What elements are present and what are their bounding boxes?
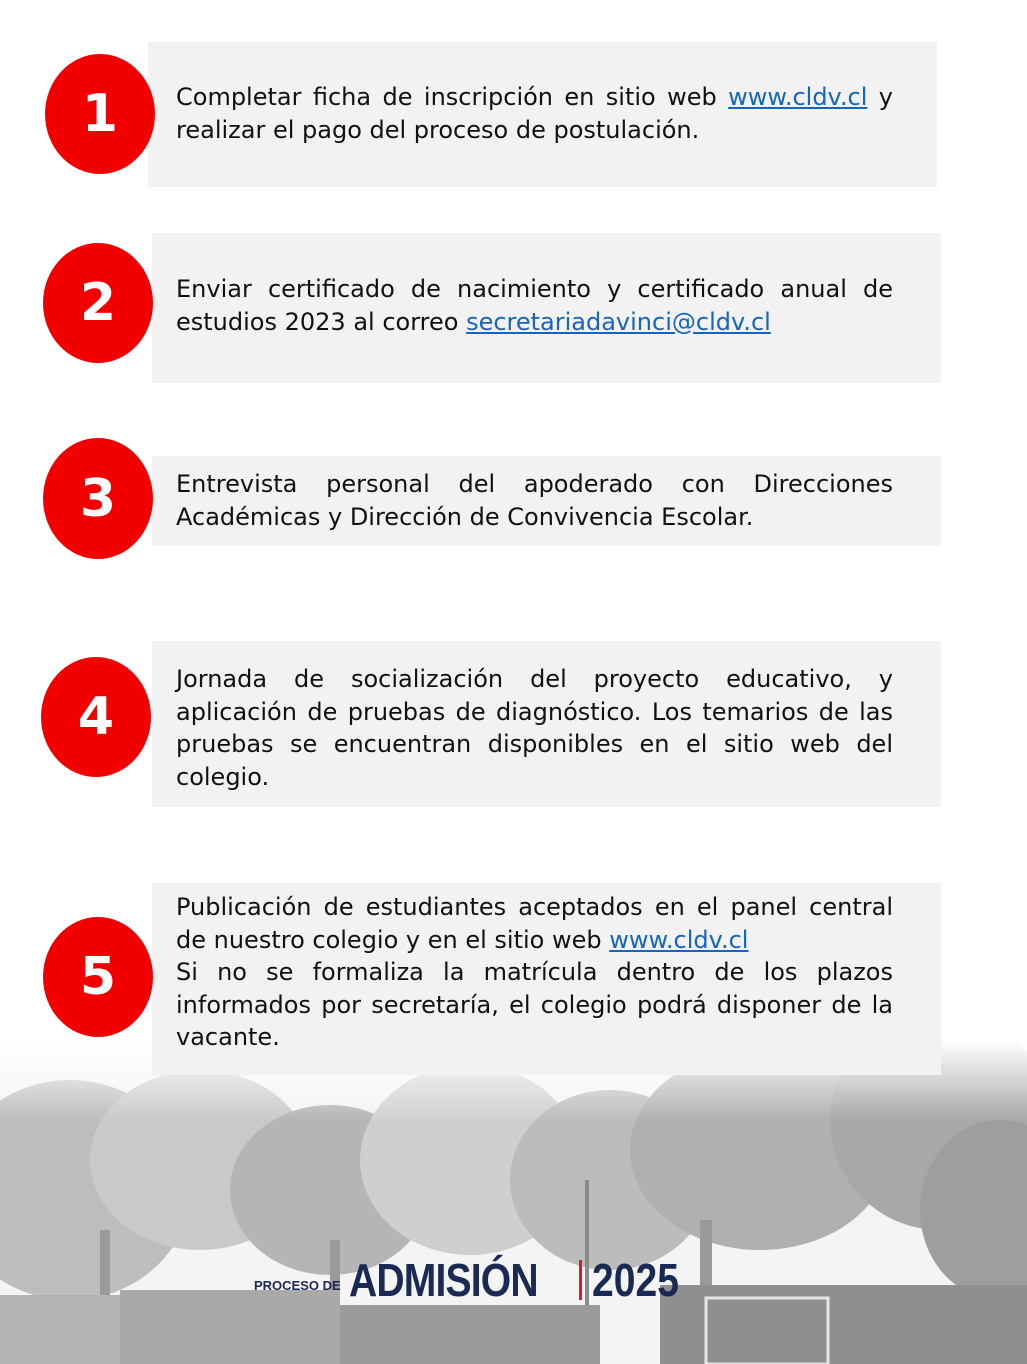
logo-divider <box>579 1260 582 1300</box>
step-3-number: 3 <box>43 438 153 559</box>
logo-year: 2025 <box>591 1254 679 1306</box>
logo-title: ADMISIÓN <box>348 1254 538 1306</box>
step-1-text <box>176 81 893 146</box>
step-5-text-before: Publicación de estudiantes aceptados en el panel central de nuestro colegio y en el sitio web <box>176 893 893 954</box>
step-5-number: 5 <box>43 917 153 1037</box>
step-2-email-link[interactable]: secretariadavinci@cldv.cl <box>466 307 771 336</box>
step-1-text-after: y realizar el pago del proceso de postulación. <box>176 83 893 144</box>
logo-prefix: PROCESO DE <box>254 1277 341 1293</box>
step-5-extra-text: Si no se formaliza la matrícula dentro de los plazos informados por secretaría, el colegio podrá disponer de la vacante. <box>176 958 893 1051</box>
school-yard-background-image <box>0 1040 1027 1364</box>
step-5-text <box>176 891 893 1054</box>
step-1-text-before: Completar ficha de inscripción en sitio web <box>176 83 729 111</box>
step-1-number: 1 <box>45 54 155 174</box>
step-3-text: Entrevista personal del apoderado con Direcciones Académicas y Dirección de Convivencia Escolar. <box>176 470 893 531</box>
step-5-website-link[interactable]: www.cldv.cl <box>609 925 749 954</box>
step-4-number: 4 <box>41 657 151 777</box>
step-4-text: Jornada de socialización del proyecto educativo, y aplicación de pruebas de diagnóstico. Los temarios de las pruebas se encuentran disponibles en el sitio web del colegio. <box>176 665 893 791</box>
step-1-website-link[interactable]: www.cldv.cl <box>728 83 868 111</box>
admission-logo <box>254 1252 694 1308</box>
step-2-text <box>176 273 893 338</box>
step-2-text-before: Enviar certificado de nacimiento y certificado anual de estudios 2023 al correo <box>176 275 893 336</box>
step-2-number: 2 <box>43 243 153 363</box>
